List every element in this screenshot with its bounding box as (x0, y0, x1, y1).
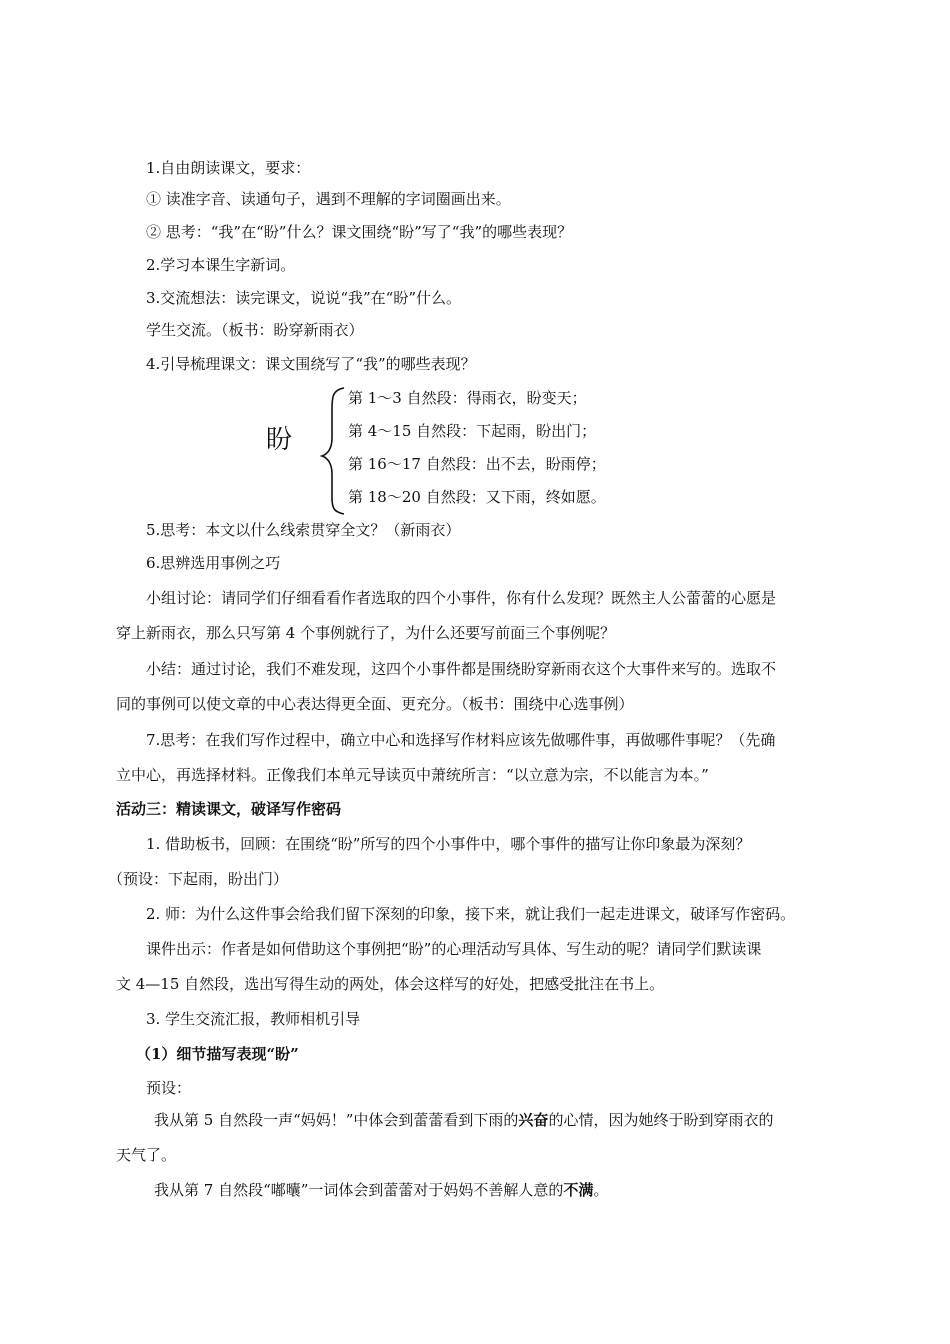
emphasis-excited: 兴奋 (518, 1111, 549, 1129)
board-center-char: 盼 (266, 425, 293, 455)
preset-label: 预设： (146, 1079, 192, 1097)
step-7-cont: 立中心，再选择材料。正像我们本单元导读页中萧统所言：“以立意为宗，不以能言为本。” (116, 766, 709, 784)
paragraph-2-text-end: 。 (593, 1181, 609, 1199)
student-exchange: 学生交流。（板书：盼穿新雨衣） (146, 321, 364, 339)
requirement-1: ① 读准字音、读通句子，遇到不理解的字词圈画出来。 (146, 190, 511, 208)
paragraph-1 (154, 1110, 773, 1130)
activity-step-3: 3. 学生交流汇报，教师相机引导 (146, 1010, 361, 1028)
step-4: 4.引导梳理课文：课文围绕写了“我”的哪些表现？ (146, 355, 476, 373)
activity-step-2: 2. 师：为什么这件事会给我们留下深刻的印象，接下来，就让我们一起走进课文，破译写作密码。 (146, 905, 796, 923)
courseware: 课件出示：作者是如何借助这个事例把“盼”的心理活动写具体、写生动的呢？请同学们默读课 (146, 940, 762, 958)
summary-cont: 同的事例可以使文章的中心表达得更全面、更充分。（板书：围绕中心选事例） (116, 695, 634, 713)
activity-step-1-preset: （预设：下起雨，盼出门） (108, 870, 289, 888)
paragraph-1-text: 我从第 5 自然段一声“妈妈！”中体会到蕾蕾看到下雨的 (154, 1111, 519, 1129)
step-2: 2.学习本课生字新词。 (146, 256, 296, 274)
sub-heading: （1）细节描写表现“盼” (136, 1045, 299, 1063)
step-5: 5.思考：本文以什么线索贯穿全文？（新雨衣） (146, 521, 461, 539)
summary: 小结：通过讨论，我们不难发现，这四个小事件都是围绕盼穿新雨衣这个大事件来写的。选取不 (146, 660, 777, 678)
activity-heading: 活动三：精读课文，破译写作密码 (116, 800, 342, 818)
step-7: 7.思考：在我们写作过程中，确立中心和选择写作材料应该先做哪件事，再做哪件事呢？（先确 (146, 731, 776, 749)
group-discussion-cont: 穿上新雨衣，那么只写第 4 个事例就行了，为什么还要写前面三个事例呢？ (116, 624, 616, 642)
activity-step-1: 1. 借助板书，回顾：在围绕“盼”所写的四个小事件中，哪个事件的描写让你印象最为深刻？ (146, 835, 751, 853)
board-item: 第 4～15 自然段：下起雨，盼出门； (348, 422, 597, 440)
paragraph-2-text: 我从第 7 自然段“嘟囔”一词体会到蕾蕾对于妈妈不善解人意的 (154, 1181, 564, 1199)
paragraph-1-text-end: 的心情，因为她终于盼到穿雨衣的 (548, 1111, 774, 1129)
emphasis-dissatisfied: 不满 (563, 1181, 594, 1199)
brace-icon (318, 386, 348, 516)
board-item: 第 16～17 自然段：出不去，盼雨停； (348, 455, 606, 473)
paragraph-2 (154, 1180, 608, 1200)
paragraph-1-cont: 天气了。 (116, 1146, 177, 1164)
courseware-cont: 文 4—15 自然段，选出写得生动的两处，体会这样写的好处，把感受批注在书上。 (116, 975, 665, 993)
step-3: 3.交流想法：读完课文，说说“我”在“盼”什么。 (146, 289, 461, 307)
requirement-2: ② 思考：“我”在“盼”什么？课文围绕“盼”写了“我”的哪些表现？ (146, 223, 573, 241)
group-discussion: 小组讨论：请同学们仔细看看作者选取的四个小事件，你有什么发现？既然主人公蕾蕾的心愿是 (146, 589, 777, 607)
step-1: 1.自由朗读课文，要求： (146, 159, 311, 177)
board-item: 第 1～3 自然段：得雨衣，盼变天； (348, 389, 587, 407)
step-6: 6.思辨选用事例之巧 (146, 554, 281, 572)
board-item: 第 18～20 自然段：又下雨，终如愿。 (348, 488, 606, 506)
